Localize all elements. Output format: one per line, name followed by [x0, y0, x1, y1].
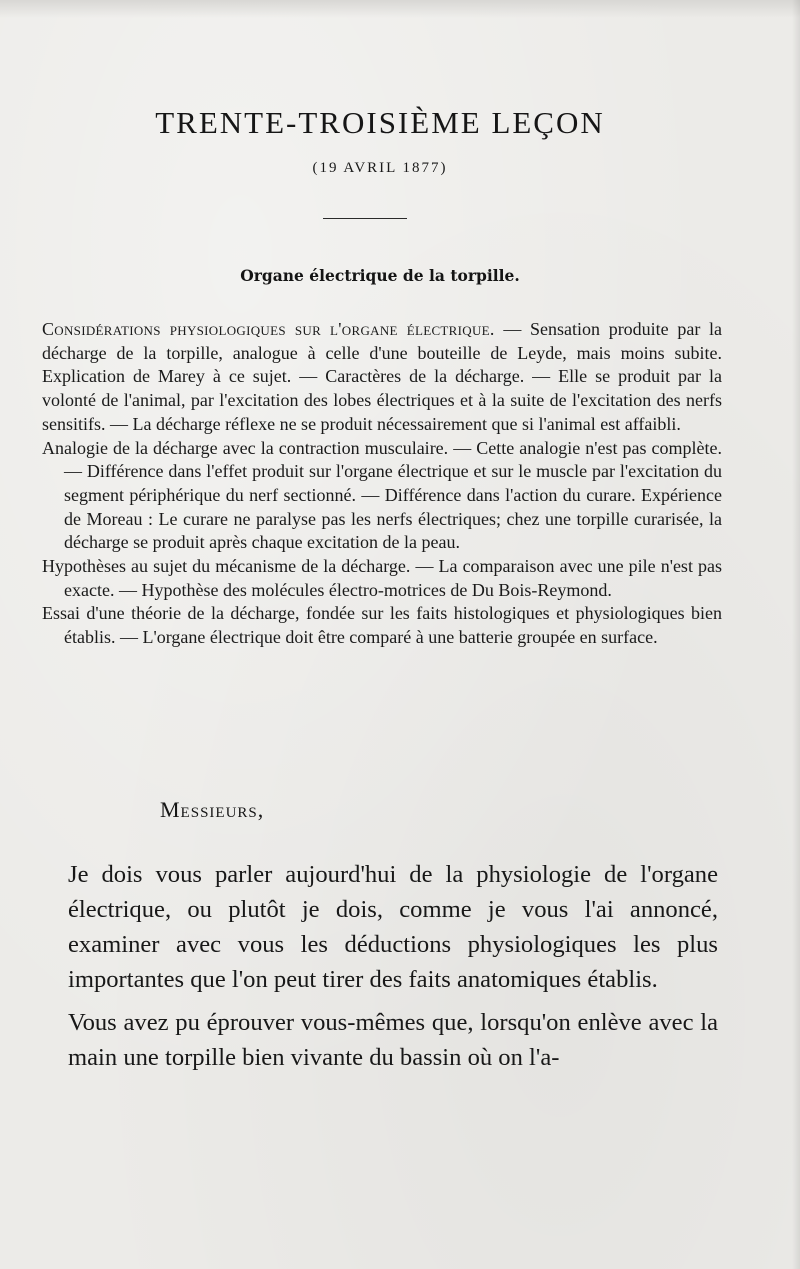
salutation: Messieurs, [160, 797, 265, 822]
page-right-shadow [792, 0, 800, 1269]
title-divider [323, 218, 407, 219]
body-paragraph: Je dois vous parler aujourd'hui de la physiologie de l'organe électrique, ou plutôt je dois, comme je vous l'ai annoncé, examiner avec vous les déductions physiologiques les plus importantes que l'on peut tirer des faits anatomiques établis. [68, 861, 718, 993]
chapter-date: (19 AVRIL 1877) [312, 160, 448, 176]
chapter-title: TRENTE-TROISIÈME LEÇON [155, 105, 605, 140]
summary-paragraph: Essai d'une théorie de la décharge, fondée sur les faits histologiques et physiologiques bien établis. — L'organe électrique doit être comparé à une batterie groupée en surface. [42, 603, 722, 648]
page-top-shadow [0, 0, 800, 18]
summary-paragraph [42, 318, 722, 437]
summary-paragraph: Analogie de la décharge avec la contraction musculaire. — Cette analogie n'est pas complète. — Différence dans l'effet produit sur l'organe électrique et sur le muscle par l'excitation du segment périphérique du nerf sectionné. — Différence dans l'action du curare. Expérience de Moreau : Le curare ne paralyse pas les nerfs électriques; chez une torpille curarisée, la décharge se produit après chaque excitation de la peau. [42, 437, 722, 553]
summary-paragraph-text: — Sensation produite par la décharge de la torpille, analogue à celle d'une bouteille de Leyde, mais moins subite. Explication de Marey à ce sujet. — Caractères de la décharge. — Elle se produit par la volonté de l'animal, par l'excitation des lobes électriques et à la suite de l'excitation des nerfs sensitifs. — La décharge réflexe ne se produit nécessairement que si l'animal est affaibli. [42, 319, 722, 434]
chapter-summary [42, 318, 722, 650]
body-paragraph: Vous avez pu éprouver vous-mêmes que, lorsqu'on enlève avec la main une torpille bien vivante du bassin où on l'a- [68, 1009, 718, 1071]
section-title: Organe électrique de la torpille. [240, 266, 520, 285]
summary-lead-heading: Considérations physiologiques sur l'organe électrique. [42, 319, 495, 339]
lecture-body [68, 857, 718, 1075]
summary-paragraph: Hypothèses au sujet du mécanisme de la décharge. — La comparaison avec une pile n'est pas exacte. — Hypothèse des molécules électro-motrices de Du Bois-Reymond. [42, 556, 722, 600]
